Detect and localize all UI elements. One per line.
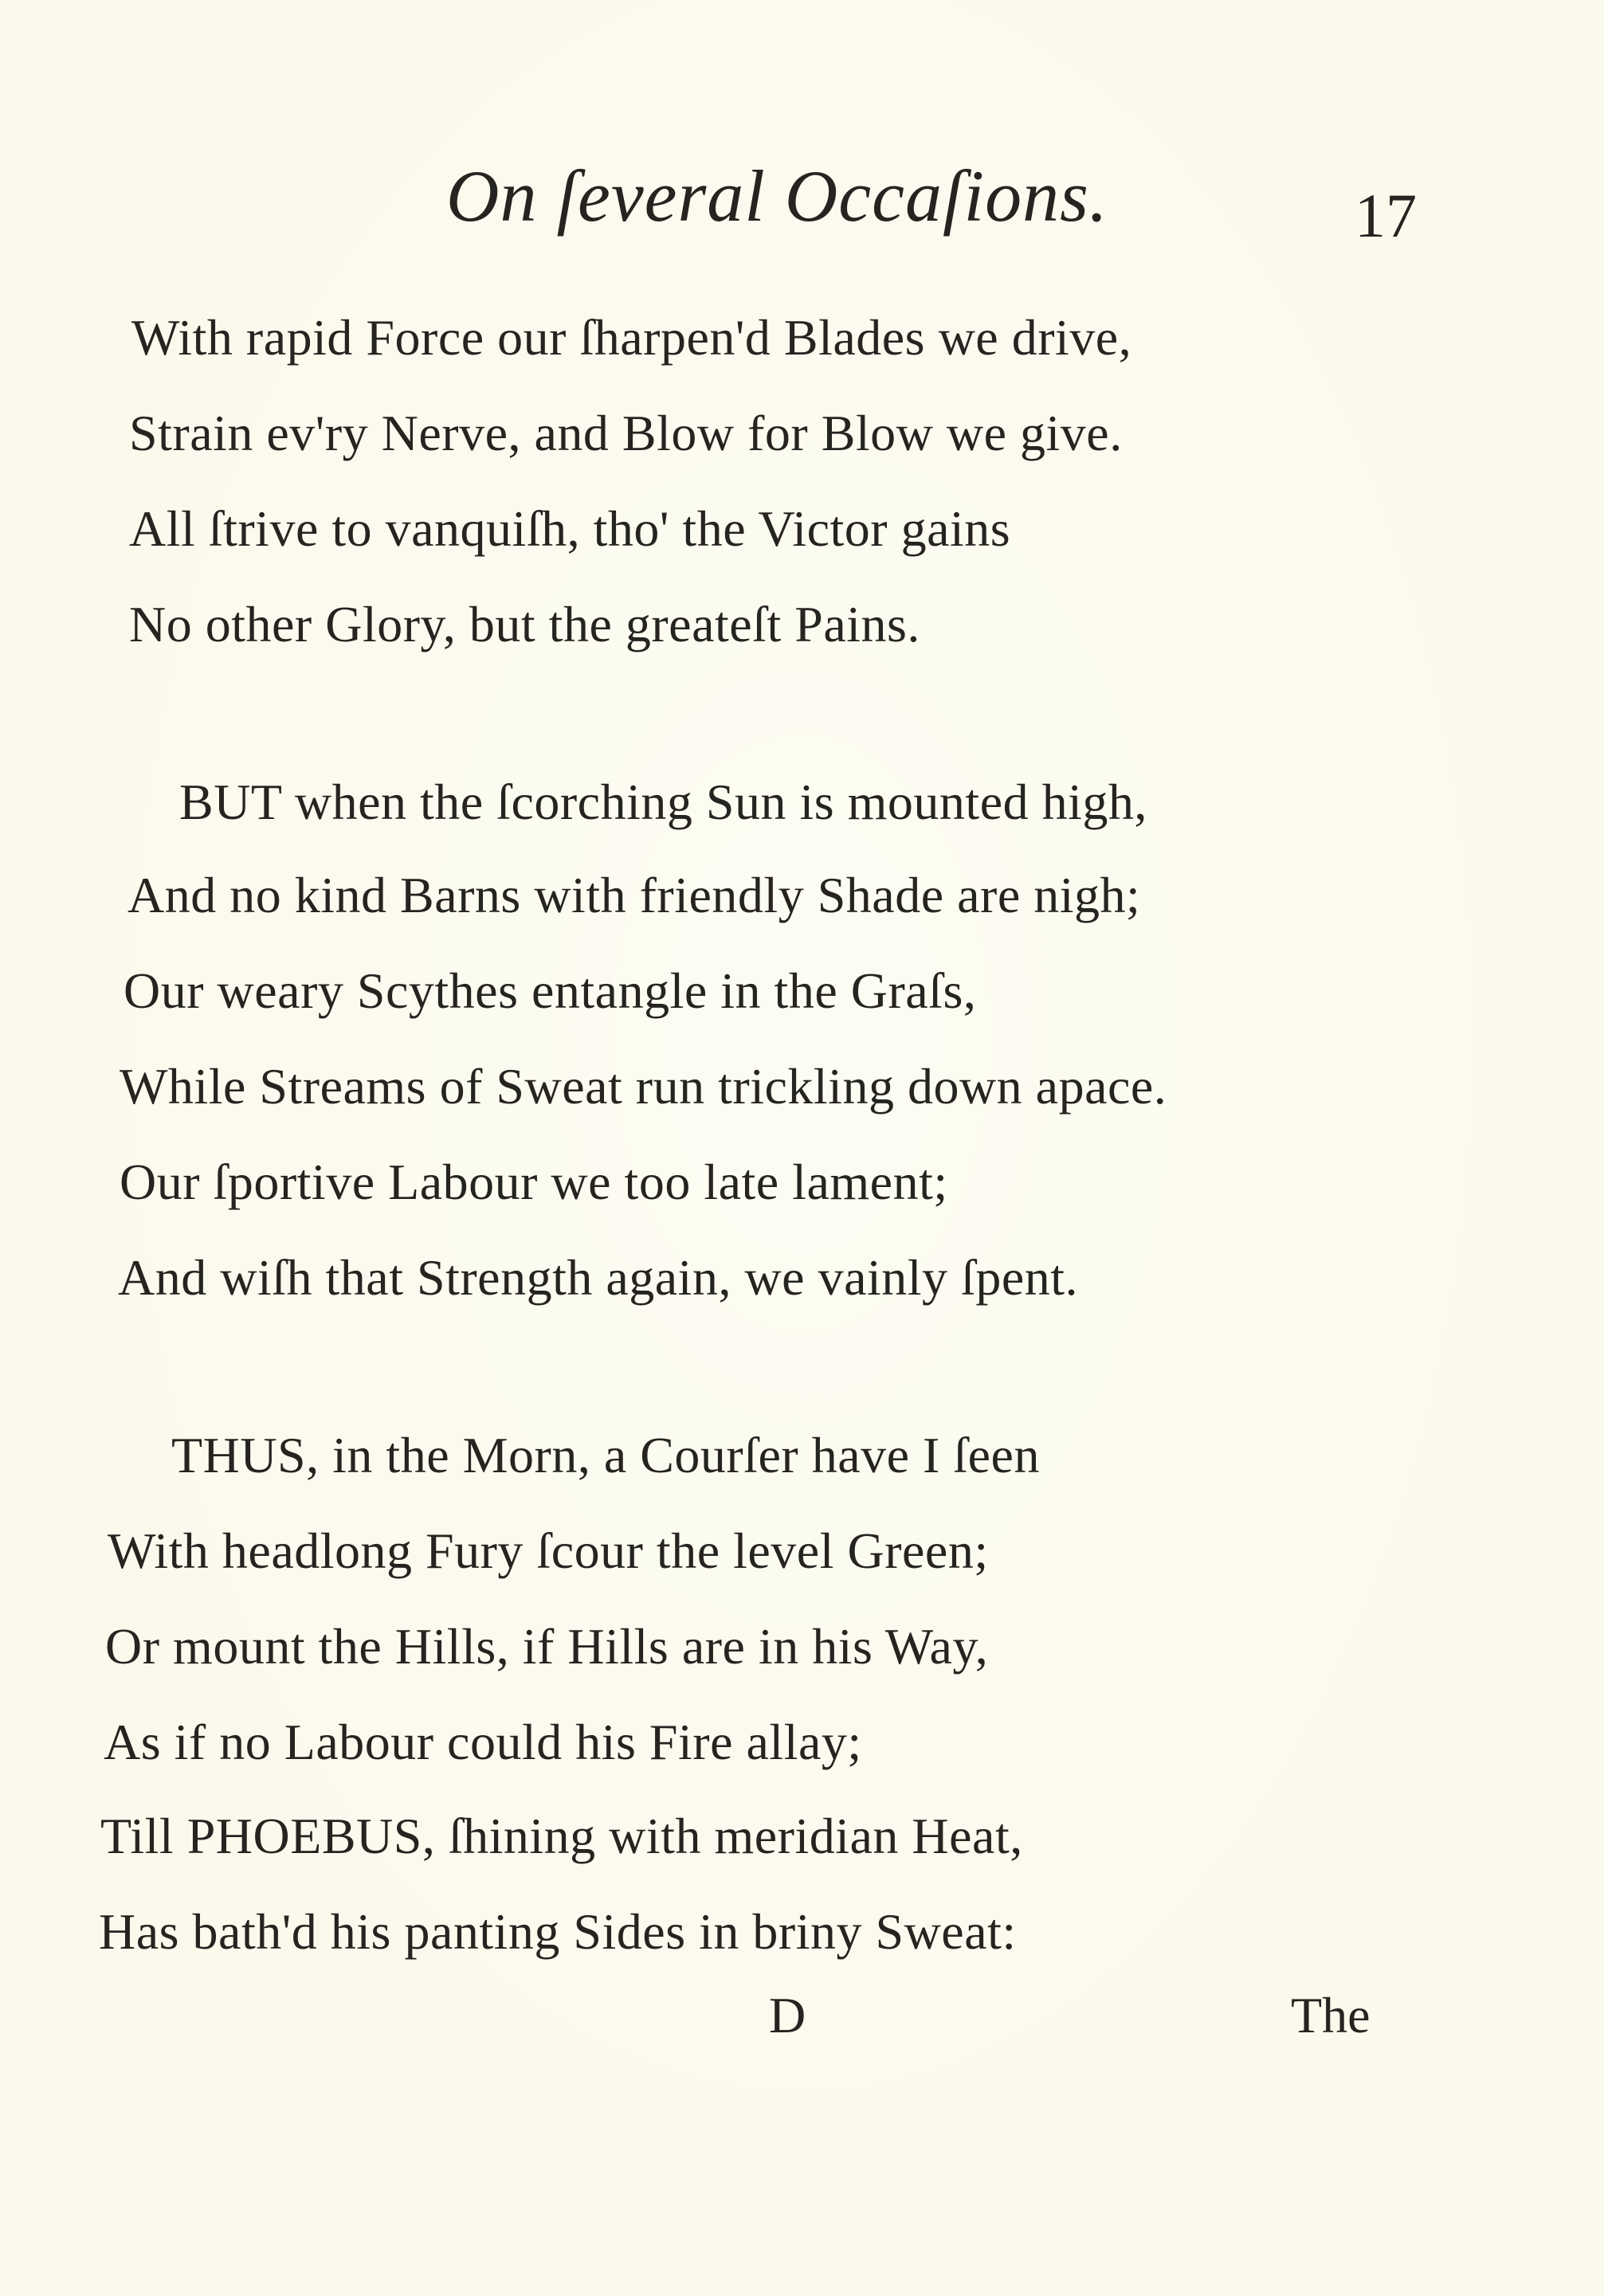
verse-line: All ſtrive to vanquiſh, tho' the Victor gains xyxy=(129,500,1011,557)
verse-line: Our ſportive Labour we too late lament; xyxy=(120,1154,948,1210)
signature-mark: D xyxy=(769,1987,806,2043)
verse-line: With headlong Fury ſcour the level Green; xyxy=(108,1522,989,1579)
verse-line: Has bath'd his panting Sides in briny Sweat: xyxy=(99,1903,1017,1960)
verse-line: Till PHOEBUS, ſhining with meridian Heat, xyxy=(100,1808,1023,1864)
verse-line: Our weary Scythes entangle in the Graſs, xyxy=(124,962,977,1019)
running-title: On ſeveral Occaſions. xyxy=(446,155,1108,237)
page-number: 17 xyxy=(1355,181,1417,250)
verse-line: And wiſh that Strength again, we vainly ſpent. xyxy=(118,1249,1078,1306)
catchword: The xyxy=(1291,1987,1371,2043)
verse-line: BUT when the ſcorching Sun is mounted high, xyxy=(179,774,1147,830)
verse-line: As if no Labour could his Fire allay; xyxy=(104,1714,862,1770)
verse-line: While Streams of Sweat run trickling down apace. xyxy=(120,1058,1167,1115)
verse-line: THUS, in the Morn, a Courſer have I ſeen xyxy=(171,1427,1040,1483)
verse-line: With rapid Force our ſharpen'd Blades we drive, xyxy=(131,309,1132,366)
verse-line: No other Glory, but the greateſt Pains. xyxy=(129,596,920,652)
verse-line: Strain ev'ry Nerve, and Blow for Blow we give. xyxy=(129,405,1123,461)
verse-line: And no kind Barns with friendly Shade are nigh; xyxy=(127,867,1141,923)
verse-line: Or mount the Hills, if Hills are in his Way, xyxy=(105,1618,989,1675)
